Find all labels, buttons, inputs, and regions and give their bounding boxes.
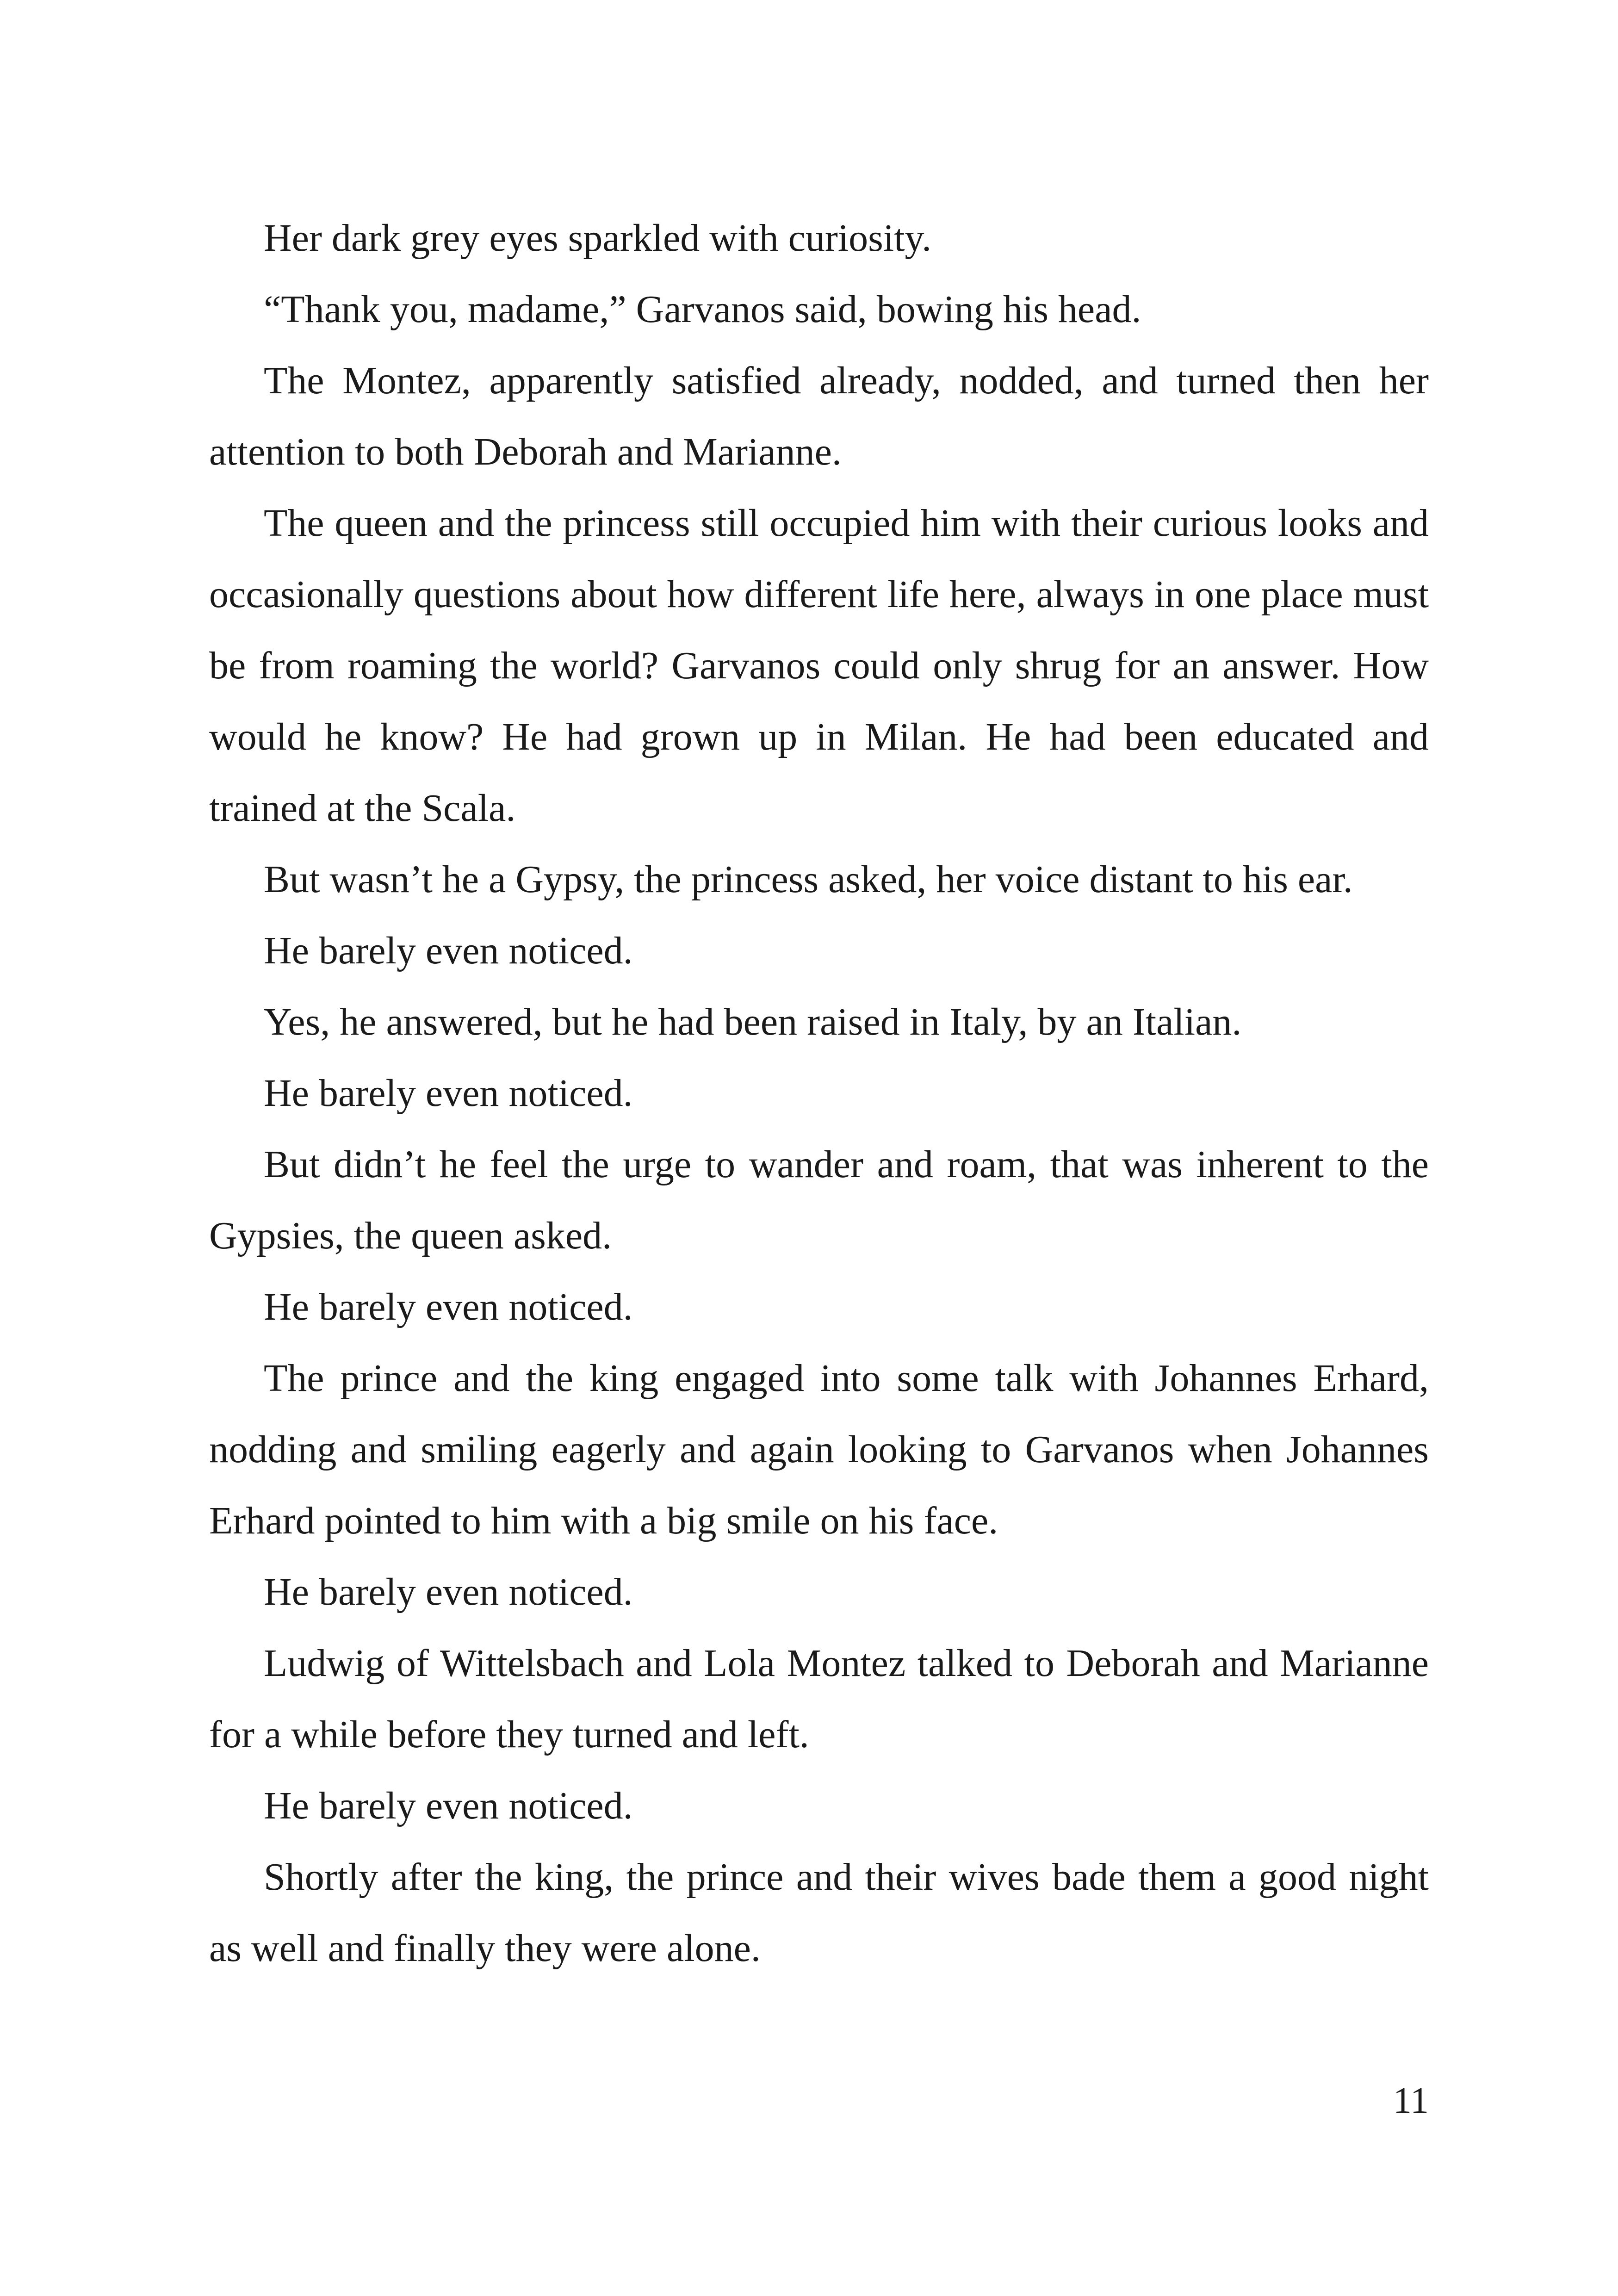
paragraph-6: He barely even noticed. <box>264 929 633 972</box>
paragraph-9: But didn’t he feel the urge to wander and roam, that was inherent to the Gypsies, the queen asked. <box>209 1143 1429 1257</box>
page-number: 11 <box>1393 2080 1429 2121</box>
paragraph-8: He barely even noticed. <box>264 1072 633 1115</box>
paragraph-11: The prince and the king engaged into some talk with Johannes Erhard, nodding and smiling eagerly and again looking to Garvanos when Johannes Erhard pointed to him with a big smile on his face. <box>209 1357 1429 1542</box>
paragraph-14: He barely even noticed. <box>264 1784 633 1827</box>
paragraph-5: But wasn’t he a Gypsy, the princess asked, her voice distant to his ear. <box>264 858 1353 901</box>
paragraph-10: He barely even noticed. <box>264 1285 633 1328</box>
page-body <box>209 203 1429 1984</box>
paragraph-12: He barely even noticed. <box>264 1570 633 1613</box>
paragraph-15: Shortly after the king, the prince and their wives bade them a good night as well and finally they were alone. <box>209 1855 1429 1970</box>
paragraph-2: “Thank you, madame,” Garvanos said, bowing his head. <box>264 288 1141 331</box>
paragraph-4: The queen and the princess still occupied him with their curious looks and occasionally questions about how different life here, always in one place must be from roaming the world? Garvanos could only shrug for an answer. How would he know? He had grown up in Milan. He had been educated and trained at the Scala. <box>209 502 1429 830</box>
paragraph-13: Ludwig of Wittelsbach and Lola Montez talked to Deborah and Marianne for a while before they turned and left. <box>209 1642 1429 1756</box>
paragraph-7: Yes, he answered, but he had been raised in Italy, by an Italian. <box>264 1000 1242 1043</box>
paragraph-3: The Montez, apparently satisfied already, nodded, and turned then her attention to both Deborah and Marianne. <box>209 359 1429 473</box>
paragraph-1: Her dark grey eyes sparkled with curiosity. <box>264 217 932 260</box>
